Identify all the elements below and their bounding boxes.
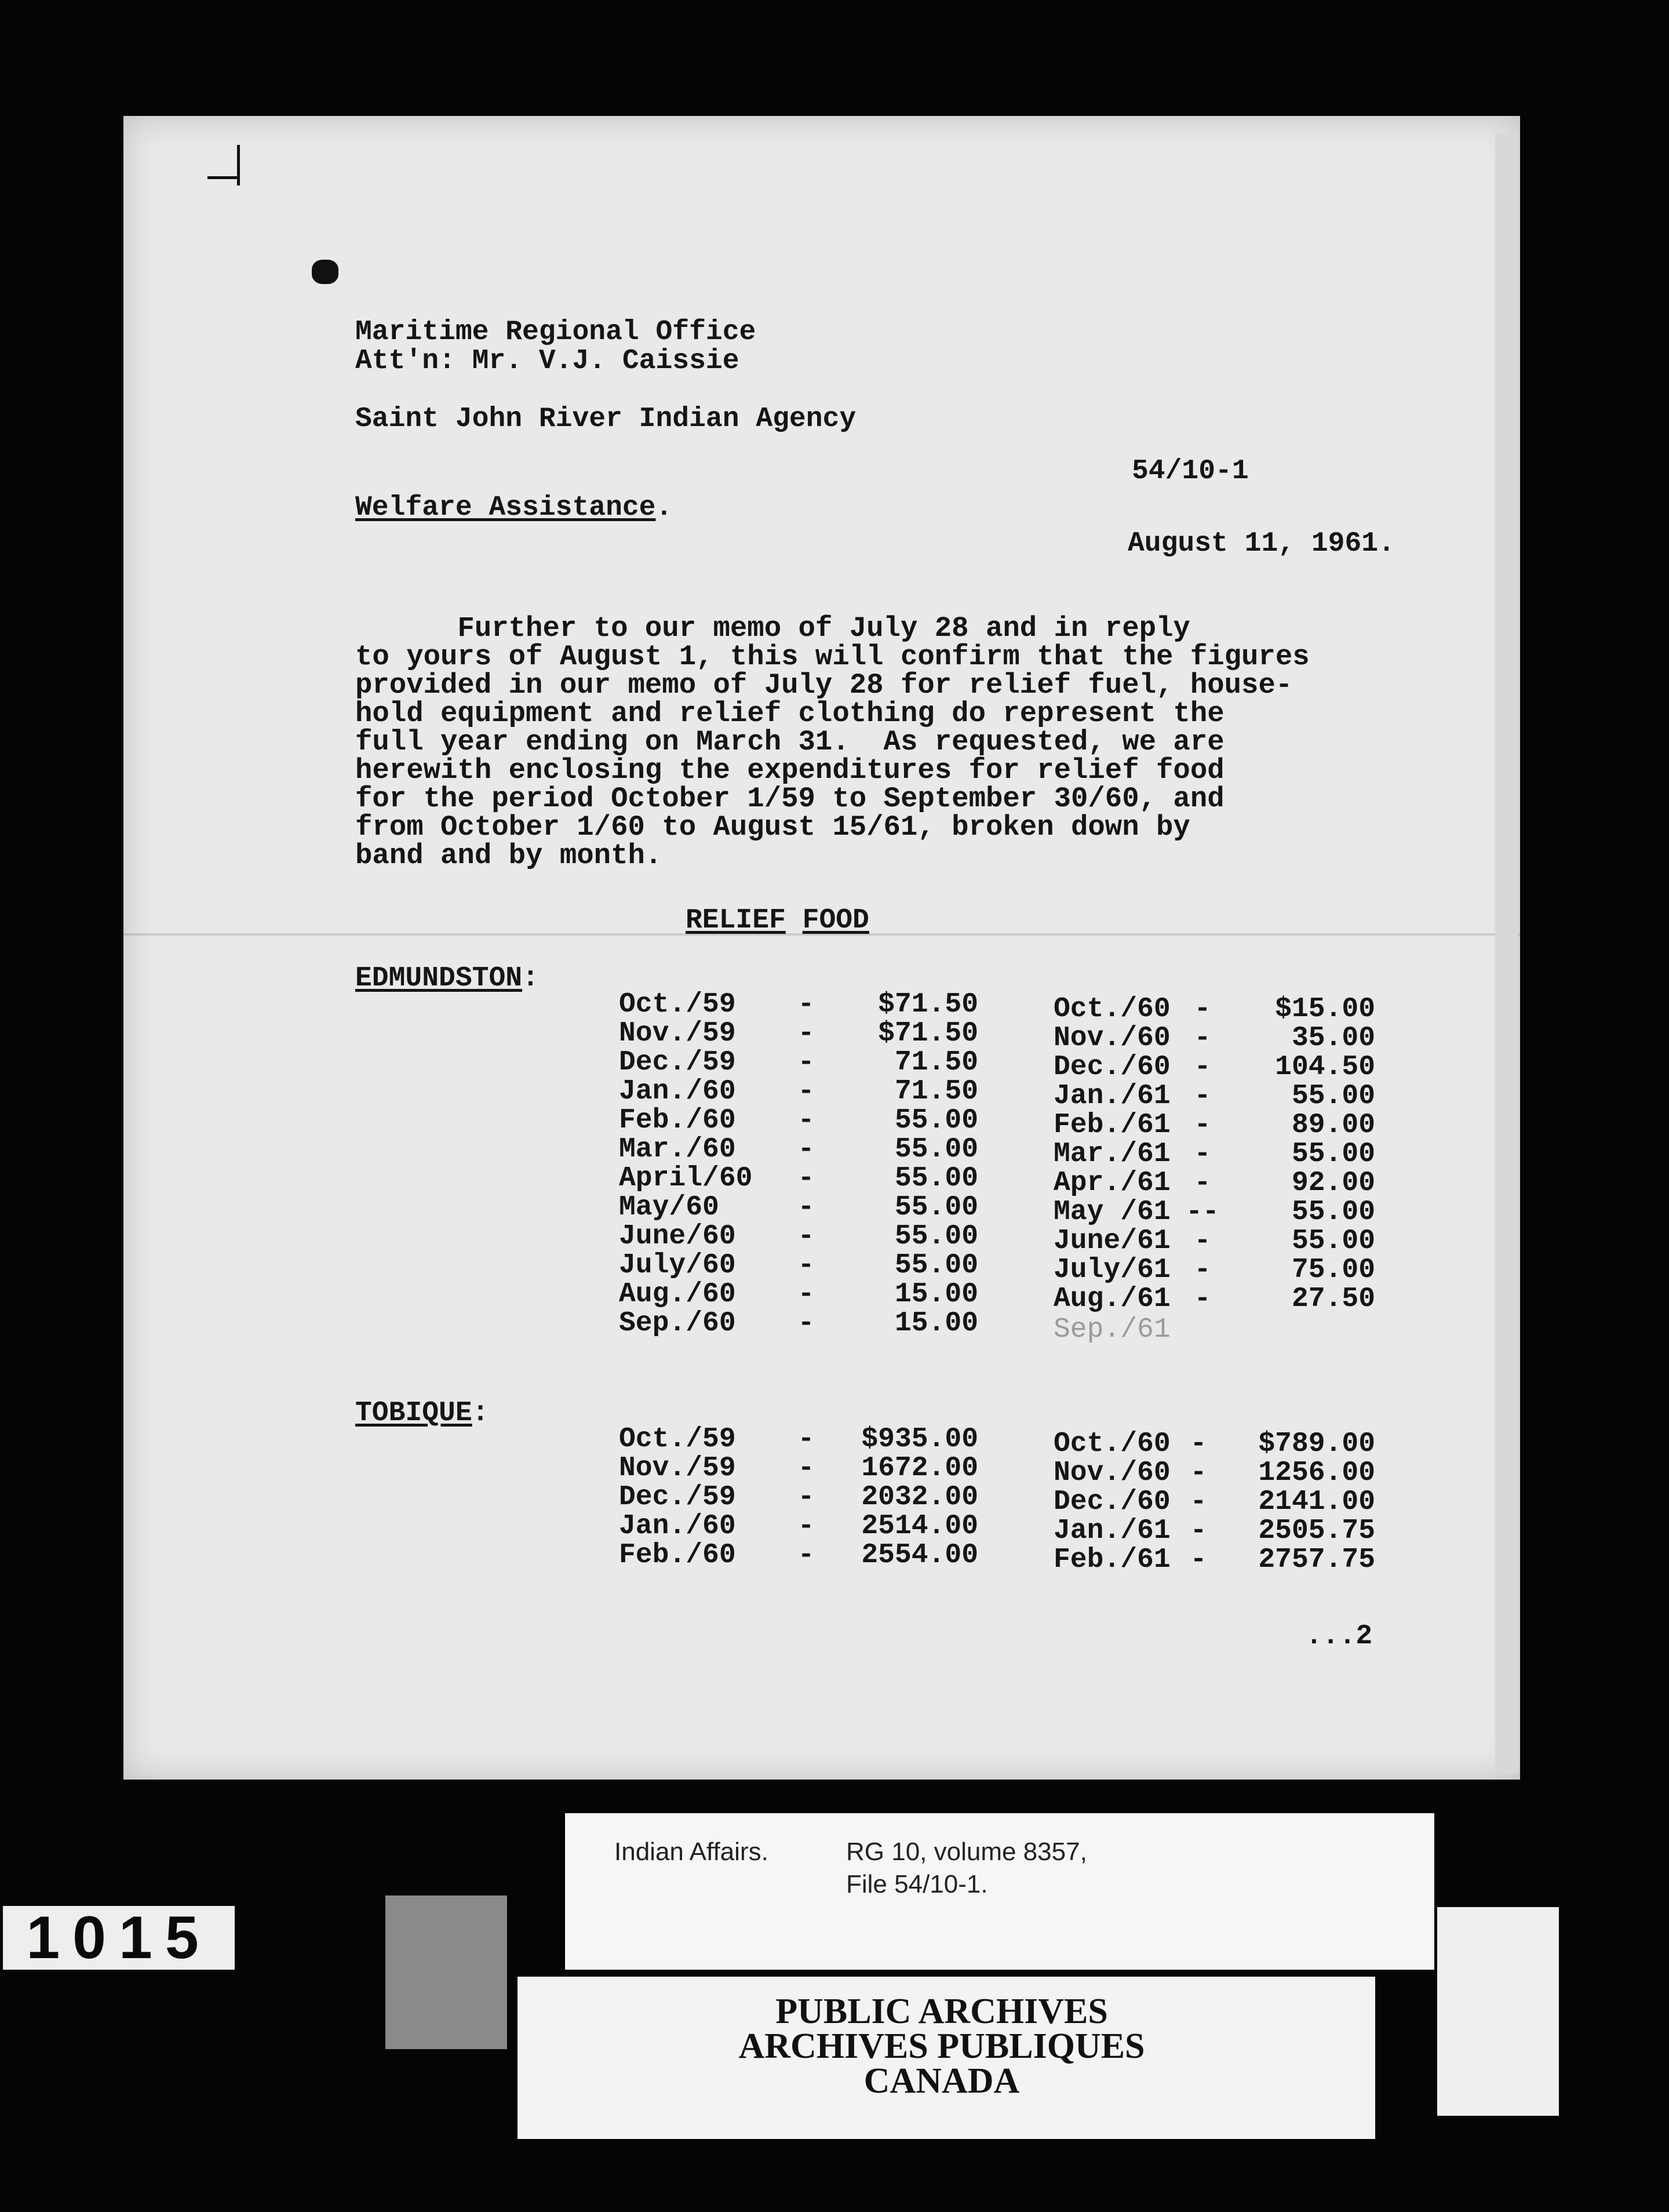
amount-cell: 71.50 xyxy=(894,1047,978,1078)
amount-cell: 75.00 xyxy=(1291,1254,1375,1286)
month-cell: Feb./61 xyxy=(1054,1544,1171,1576)
month-cell: Mar./61 xyxy=(1054,1138,1171,1170)
dash-cell: - xyxy=(1190,1428,1207,1460)
stamp-line-2: ARCHIVES PUBLIQUES xyxy=(738,2027,1145,2066)
amount-cell: 15.00 xyxy=(894,1279,978,1310)
month-cell: June/61 xyxy=(1054,1225,1171,1257)
amount-cell: 55.00 xyxy=(1291,1080,1375,1112)
band-label-text: EDMUNDSTON xyxy=(355,963,523,994)
body-line: band and by month. xyxy=(355,839,662,872)
dash-cell: - xyxy=(797,1453,815,1484)
month-cell: July/61 xyxy=(1054,1254,1171,1286)
month-cell: May/60 xyxy=(619,1192,719,1223)
amount-cell: $71.50 xyxy=(878,1018,978,1049)
address-line-1: Maritime Regional Office xyxy=(355,316,756,348)
table-heading-word: FOOD xyxy=(802,905,869,936)
dash-cell: - xyxy=(797,1192,815,1223)
dash-cell: - xyxy=(797,1511,815,1542)
amount-cell: 55.00 xyxy=(894,1134,978,1165)
grey-card xyxy=(385,1896,507,2049)
amount-cell: 55.00 xyxy=(894,1163,978,1194)
faint-entry: Sep./61 xyxy=(1054,1314,1171,1345)
edmundston-left-months xyxy=(619,990,770,1338)
dash-cell: - xyxy=(797,989,815,1020)
table-heading xyxy=(686,904,869,937)
amount-cell: 55.00 xyxy=(1291,1138,1375,1170)
subject-period: . xyxy=(655,492,673,523)
dash-cell: - xyxy=(797,1250,815,1281)
month-cell: Aug./60 xyxy=(619,1279,736,1310)
dash-cell: - xyxy=(1194,1109,1211,1141)
body-line: hold equipment and relief clothing do represent the xyxy=(355,697,1225,730)
month-cell: Feb./60 xyxy=(619,1105,736,1136)
amount-cell: 35.00 xyxy=(1291,1023,1375,1054)
dash-cell: - xyxy=(797,1018,815,1049)
dash-cell: - xyxy=(797,1221,815,1252)
amount-cell: 55.00 xyxy=(894,1192,978,1223)
amount-cell: 15.00 xyxy=(894,1308,978,1339)
body-line: from October 1/60 to August 15/61, broken down by xyxy=(355,811,1190,843)
amount-cell: 92.00 xyxy=(1291,1167,1375,1199)
subject-text: Welfare Assistance xyxy=(355,492,656,523)
month-cell: May /61 xyxy=(1054,1196,1171,1228)
month-cell: Oct./59 xyxy=(619,1424,736,1455)
band-label-edmundston xyxy=(355,962,539,995)
amount-cell: $789.00 xyxy=(1258,1428,1375,1460)
month-cell: Oct./59 xyxy=(619,989,736,1020)
dash-cell: - xyxy=(1190,1515,1207,1547)
band-label-colon: : xyxy=(522,963,539,994)
tobique-left-amounts xyxy=(819,1425,978,1570)
amount-cell: 2505.75 xyxy=(1258,1515,1375,1547)
dash-cell: - xyxy=(1194,1080,1211,1112)
month-cell: Feb./61 xyxy=(1054,1109,1171,1141)
month-cell: Dec./60 xyxy=(1054,1052,1171,1083)
month-cell: April/60 xyxy=(619,1163,753,1194)
body-line: provided in our memo of July 28 for relief fuel, house- xyxy=(355,669,1293,701)
dash-cell: - xyxy=(1194,1225,1211,1257)
reference-line-2: File 54/10-1. xyxy=(846,1870,988,1898)
month-cell: Jan./60 xyxy=(619,1511,736,1542)
month-cell: Dec./60 xyxy=(1054,1486,1171,1518)
tobique-right-months xyxy=(1054,1429,1187,1574)
agency-name: Saint John River Indian Agency xyxy=(355,403,857,435)
amount-cell: 55.00 xyxy=(894,1221,978,1252)
body-line: full year ending on March 31. As requested, we are xyxy=(355,726,1225,758)
month-cell: Feb./60 xyxy=(619,1540,736,1571)
continuation-mark: ...2 xyxy=(1306,1621,1373,1652)
month-cell: July/60 xyxy=(619,1250,736,1281)
body-line: herewith enclosing the expenditures for relief food xyxy=(355,754,1225,787)
month-cell: Aug./61 xyxy=(1054,1283,1171,1315)
frame-number: 1015 xyxy=(3,1906,235,1970)
archive-stamp xyxy=(565,1992,1318,2101)
dash-cell: - xyxy=(797,1163,815,1194)
month-cell: Nov./60 xyxy=(1054,1457,1171,1489)
amount-cell: 2554.00 xyxy=(861,1540,978,1571)
collection-name: Indian Affairs. xyxy=(614,1838,768,1866)
edmundston-left-amounts xyxy=(842,990,978,1338)
amount-cell: 2757.75 xyxy=(1258,1544,1375,1576)
dash-cell: -- xyxy=(1186,1196,1219,1228)
archive-reference-card xyxy=(565,1813,1434,1970)
dash-cell: - xyxy=(797,1105,815,1136)
edmundston-left-dashes xyxy=(789,990,823,1338)
tobique-right-amounts xyxy=(1201,1429,1375,1574)
dash-cell: - xyxy=(1194,1254,1211,1286)
amount-cell: 1256.00 xyxy=(1258,1457,1375,1489)
dash-cell: - xyxy=(1194,1283,1211,1315)
dash-cell: - xyxy=(1190,1457,1207,1489)
dash-cell: - xyxy=(797,1308,815,1339)
label-card-edge xyxy=(1437,1907,1559,2116)
dash-cell: - xyxy=(797,1482,815,1513)
amount-cell: 71.50 xyxy=(894,1076,978,1107)
amount-cell: 55.00 xyxy=(894,1105,978,1136)
corner-mark xyxy=(207,176,239,179)
body-line: for the period October 1/59 to September 30/60, and xyxy=(355,783,1225,815)
amount-cell: 55.00 xyxy=(1291,1225,1375,1257)
dash-cell: - xyxy=(1194,1138,1211,1170)
amount-cell: 55.00 xyxy=(894,1250,978,1281)
letter-body xyxy=(355,614,1514,870)
amount-cell: $15.00 xyxy=(1275,994,1375,1025)
dash-cell: - xyxy=(1190,1486,1207,1518)
amount-cell: 2032.00 xyxy=(861,1482,978,1513)
month-cell: Dec./59 xyxy=(619,1047,736,1078)
dash-cell: - xyxy=(797,1540,815,1571)
dash-cell: - xyxy=(1194,1052,1211,1083)
month-cell: Nov./60 xyxy=(1054,1023,1171,1054)
letter-page xyxy=(123,116,1520,1780)
month-cell: June/60 xyxy=(619,1221,736,1252)
month-cell: Mar./60 xyxy=(619,1134,736,1165)
month-cell: Nov./59 xyxy=(619,1018,736,1049)
amount-cell: 1672.00 xyxy=(861,1453,978,1484)
month-cell: Jan./60 xyxy=(619,1076,736,1107)
edmundston-right-months xyxy=(1054,995,1187,1314)
dash-cell: - xyxy=(1190,1544,1207,1576)
amount-cell: 2141.00 xyxy=(1258,1486,1375,1518)
month-cell: Oct./60 xyxy=(1054,994,1171,1025)
file-number: 54/10-1 xyxy=(1132,456,1249,487)
letter-date: August 11, 1961. xyxy=(1128,528,1395,559)
dash-cell: - xyxy=(1194,1167,1211,1199)
paper-edge xyxy=(1495,133,1518,1774)
dash-cell: - xyxy=(797,1047,815,1078)
edmundston-right-amounts xyxy=(1216,995,1375,1314)
corner-mark xyxy=(237,145,240,185)
band-label-text: TOBIQUE xyxy=(355,1398,472,1429)
dash-cell: - xyxy=(797,1424,815,1455)
amount-cell: 89.00 xyxy=(1291,1109,1375,1141)
reference-line-1: RG 10, volume 8357, xyxy=(846,1838,1087,1866)
amount-cell: 104.50 xyxy=(1275,1052,1375,1083)
dash-cell: - xyxy=(1194,994,1211,1025)
tobique-left-dashes xyxy=(789,1425,823,1570)
dash-cell: - xyxy=(797,1279,815,1310)
amount-cell: 27.50 xyxy=(1291,1283,1375,1315)
month-cell: Sep./60 xyxy=(619,1308,736,1339)
month-cell: Nov./59 xyxy=(619,1453,736,1484)
month-cell: Jan./61 xyxy=(1054,1080,1171,1112)
stamp-line-3: CANADA xyxy=(863,2061,1020,2101)
amount-cell: $935.00 xyxy=(861,1424,978,1455)
dash-cell: - xyxy=(797,1134,815,1165)
month-cell: Apr./61 xyxy=(1054,1167,1171,1199)
subject-line xyxy=(355,492,672,524)
body-line: to yours of August 1, this will confirm that the figures xyxy=(355,641,1310,673)
amount-cell: 55.00 xyxy=(1291,1196,1375,1228)
month-cell: Dec./59 xyxy=(619,1482,736,1513)
month-cell: Jan./61 xyxy=(1054,1515,1171,1547)
stamp-line-1: PUBLIC ARCHIVES xyxy=(775,1992,1108,2031)
frame-counter xyxy=(0,1884,238,1982)
band-label-colon: : xyxy=(472,1398,489,1429)
month-cell: Oct./60 xyxy=(1054,1428,1171,1460)
table-heading-word: RELIEF xyxy=(686,905,786,936)
hole-punch-mark xyxy=(312,260,338,284)
amount-cell: 2514.00 xyxy=(861,1511,978,1542)
amount-cell: $71.50 xyxy=(878,989,978,1020)
dash-cell: - xyxy=(797,1076,815,1107)
tobique-left-months xyxy=(619,1425,770,1570)
body-line: Further to our memo of July 28 and in reply xyxy=(355,612,1190,645)
band-label-tobique xyxy=(355,1397,489,1429)
address-line-2: Att'n: Mr. V.J. Caissie xyxy=(355,345,739,377)
dash-cell: - xyxy=(1194,1023,1211,1054)
